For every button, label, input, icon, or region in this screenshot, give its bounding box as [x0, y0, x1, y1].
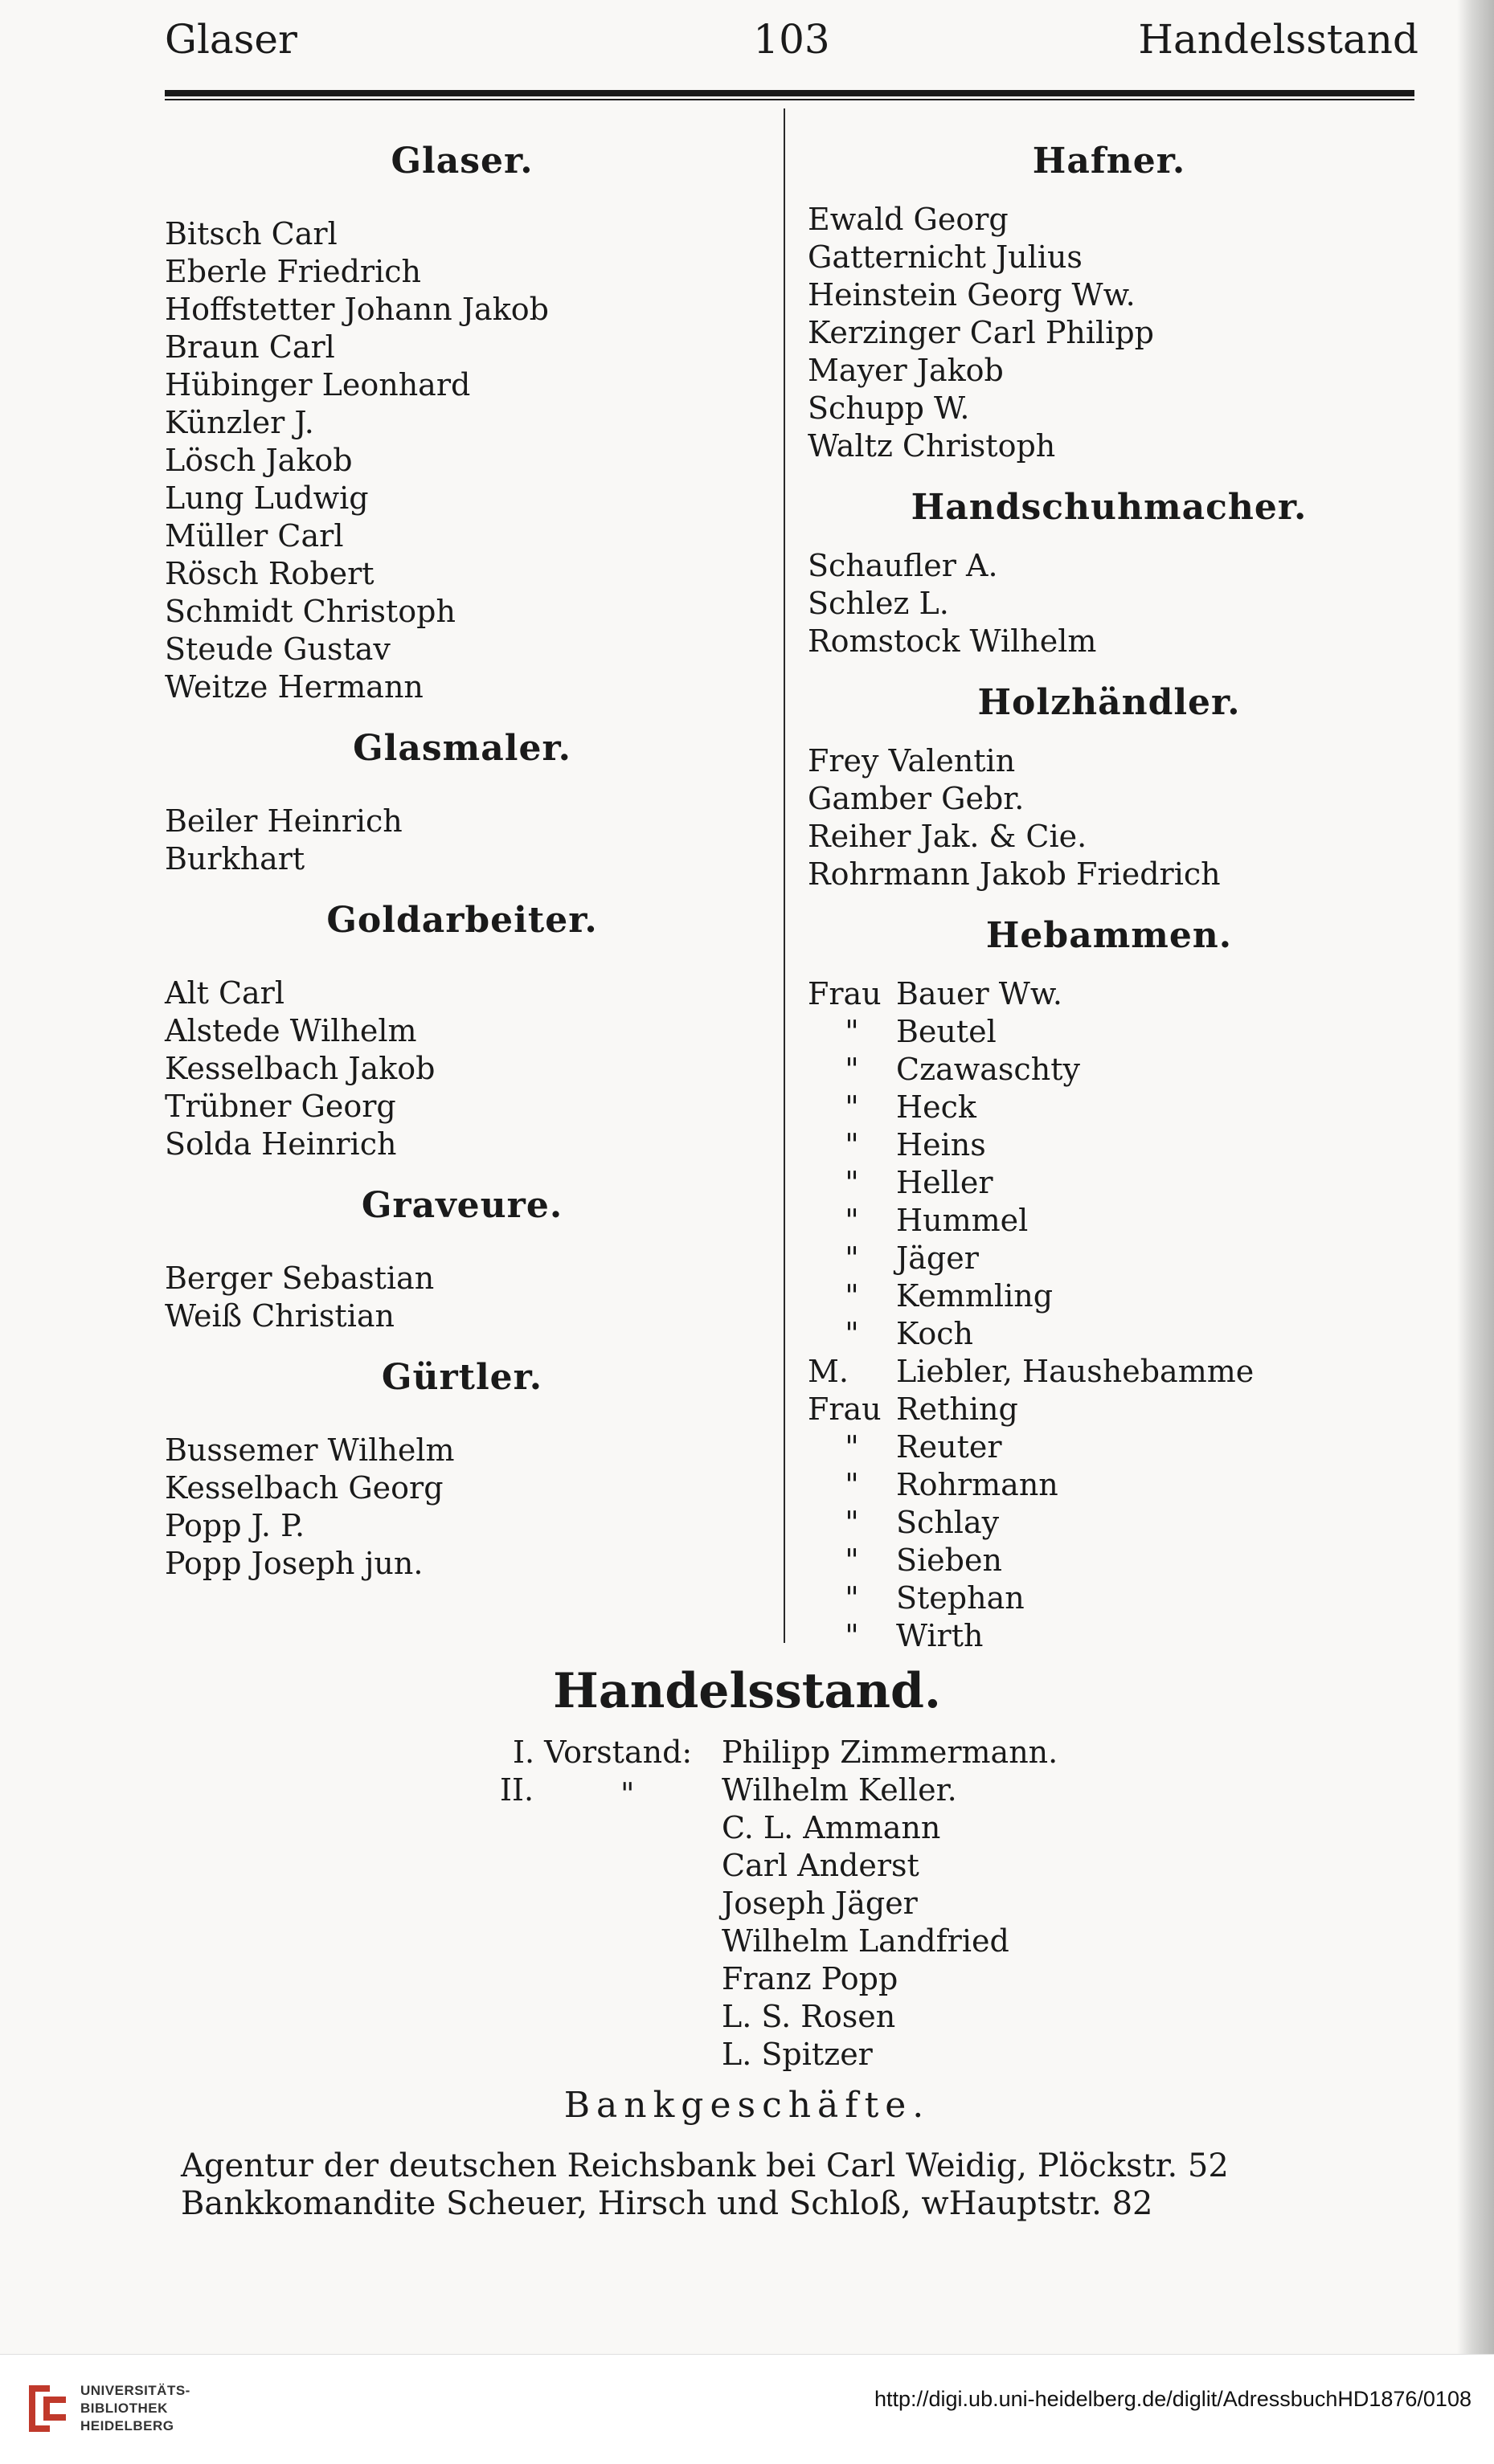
handelsstand-member: Philipp Zimmermann. — [722, 1735, 1058, 1770]
directory-entry — [808, 1089, 1410, 1126]
entry-prefix: Frau — [808, 976, 882, 1011]
directory-entry: Berger Sebastian — [165, 1261, 435, 1296]
directory-entry: Gamber Gebr. — [808, 781, 1025, 816]
directory-entry: Schlez L. — [808, 586, 949, 621]
entry-name: Rohrmann — [896, 1467, 1058, 1502]
entry-prefix: " — [845, 1127, 859, 1163]
header-rule-thin — [165, 99, 1414, 100]
directory-entry — [808, 1466, 1410, 1504]
entry-prefix: " — [845, 1240, 859, 1276]
directory-entry: Bitsch Carl — [165, 216, 338, 251]
directory-entry: Hoffstetter Johann Jakob — [165, 292, 549, 327]
directory-entry: Müller Carl — [165, 518, 344, 554]
logo-line: UNIVERSITÄTS- — [80, 2383, 190, 2398]
directory-entry — [808, 1504, 1410, 1542]
header-page-number: 103 — [753, 16, 830, 63]
directory-entry: Rösch Robert — [165, 556, 375, 591]
bank-title: Bankgeschäfte. — [563, 2085, 931, 2126]
directory-entry: Heinstein Georg Ww. — [808, 277, 1136, 313]
section-title: Holzhändler. — [977, 682, 1241, 723]
column-divider — [784, 108, 785, 1643]
page-edge-shadow — [1457, 0, 1494, 2354]
library-logo-text — [80, 2382, 190, 2435]
directory-entry: Rohrmann Jakob Friedrich — [808, 856, 1221, 892]
directory-entry: Frey Valentin — [808, 743, 1016, 778]
directory-entry: Popp J. P. — [165, 1508, 305, 1543]
directory-entry — [808, 1353, 1410, 1391]
directory-entry: Mayer Jakob — [808, 353, 1004, 388]
directory-entry — [808, 1164, 1410, 1202]
entry-prefix: " — [845, 1203, 859, 1238]
section-title: Graveure. — [361, 1185, 563, 1226]
handelsstand-member: Carl Anderst — [722, 1848, 919, 1883]
directory-entry — [808, 1428, 1410, 1466]
entry-prefix: " — [845, 1316, 859, 1351]
directory-entry: Solda Heinrich — [165, 1126, 397, 1162]
directory-entry: Reiher Jak. & Cie. — [808, 819, 1087, 854]
directory-entry: Beiler Heinrich — [165, 803, 403, 839]
directory-entry: Schmidt Christoph — [165, 594, 456, 629]
directory-entry: Schupp W. — [808, 390, 970, 426]
section-list — [808, 201, 1410, 465]
directory-entry: Lösch Jakob — [165, 443, 353, 478]
directory-entry: Weiß Christian — [165, 1298, 395, 1334]
directory-entry — [808, 1542, 1410, 1579]
section-title: Goldarbeiter. — [326, 900, 598, 941]
entry-prefix: " — [845, 1429, 859, 1465]
right-column — [808, 137, 1410, 1655]
entry-prefix: " — [845, 1543, 859, 1578]
section-list — [808, 547, 1410, 660]
directory-entry: Künzler J. — [165, 405, 314, 440]
handelsstand-title: Handelsstand. — [553, 1663, 941, 1719]
entry-name: Wirth — [896, 1618, 984, 1653]
entry-name: Beutel — [896, 1014, 997, 1049]
entry-name: Heck — [896, 1089, 976, 1125]
entry-name: Heller — [896, 1165, 993, 1200]
directory-entry — [808, 1240, 1410, 1277]
logo-line: BIBLIOTHEK — [80, 2401, 168, 2416]
entry-name: Heins — [896, 1127, 986, 1163]
section-list — [165, 975, 759, 1163]
source-url-link[interactable]: http://digi.ub.uni-heidelberg.de/diglit/AdressbuchHD1876/0108 — [874, 2387, 1471, 2411]
section-title: Handschuhmacher. — [911, 487, 1308, 528]
entry-name: Rething — [896, 1391, 1018, 1427]
directory-entry — [808, 1315, 1410, 1353]
handelsstand-member: Wilhelm Keller. — [722, 1772, 957, 1808]
bank-line: Bankkomandite Scheuer, Hirsch und Schloß, wHauptstr. 82 — [181, 2185, 1153, 2222]
directory-entry — [808, 975, 1410, 1013]
directory-entry — [808, 1202, 1410, 1240]
entry-prefix: " — [845, 1089, 859, 1125]
directory-entry — [808, 1051, 1410, 1089]
library-logo-icon — [23, 2380, 72, 2437]
viewer-footer — [0, 2354, 1494, 2464]
section-list — [165, 803, 759, 878]
header-right-keyword: Handelsstand — [1138, 16, 1418, 63]
entry-name: Koch — [896, 1316, 974, 1351]
directory-entry — [808, 1579, 1410, 1617]
section-title: Hebammen. — [985, 915, 1233, 956]
handelsstand-member: L. Spitzer — [722, 2037, 873, 2072]
entry-name: Bauer Ww. — [896, 976, 1062, 1011]
directory-entry: Romstock Wilhelm — [808, 623, 1097, 659]
directory-entry: Braun Carl — [165, 329, 335, 365]
section-list — [165, 1432, 759, 1583]
directory-entry: Weitze Hermann — [165, 669, 424, 705]
entry-name: Sieben — [896, 1543, 1002, 1578]
directory-entry: Schaufler A. — [808, 548, 998, 583]
directory-entry: Gatternicht Julius — [808, 239, 1083, 275]
entry-name: Stephan — [896, 1580, 1025, 1616]
directory-entry: Alt Carl — [165, 975, 284, 1011]
entry-name: Czawaschty — [896, 1052, 1080, 1087]
entry-name: Kemmling — [896, 1278, 1054, 1314]
entry-name: Schlay — [896, 1505, 1000, 1540]
vorstand-2-ditto: " — [620, 1776, 635, 1812]
entry-prefix: " — [845, 1580, 859, 1616]
directory-entry: Alstede Wilhelm — [165, 1013, 417, 1048]
bank-line: Agentur der deutschen Reichsbank bei Carl Weidig, Plöckstr. 52 — [181, 2147, 1229, 2184]
handelsstand-member: C. L. Ammann — [722, 1810, 941, 1845]
entry-name: Jäger — [896, 1240, 979, 1276]
directory-entry: Trübner Georg — [165, 1089, 396, 1124]
entry-prefix: Frau — [808, 1391, 882, 1427]
header-left-keyword: Glaser — [165, 16, 297, 63]
section-list — [165, 1260, 759, 1335]
directory-entry: Kesselbach Jakob — [165, 1051, 436, 1086]
header-rule-thick — [165, 90, 1414, 96]
directory-entry: Waltz Christoph — [808, 428, 1056, 464]
entry-prefix: M. — [808, 1354, 849, 1389]
handelsstand-member: L. S. Rosen — [722, 1999, 896, 2034]
page-header — [165, 10, 1418, 74]
directory-entry: Kerzinger Carl Philipp — [808, 315, 1155, 350]
entry-name: Liebler, Haushebamme — [896, 1354, 1255, 1389]
entry-prefix: " — [845, 1467, 859, 1502]
handelsstand-member: Franz Popp — [722, 1961, 898, 1996]
hebammen-list — [808, 975, 1410, 1655]
logo-line: HEIDELBERG — [80, 2418, 174, 2433]
entry-prefix: " — [845, 1052, 859, 1087]
entry-prefix: " — [845, 1505, 859, 1540]
section-title: Hafner. — [1032, 141, 1186, 182]
entry-prefix: " — [845, 1014, 859, 1049]
directory-entry: Kesselbach Georg — [165, 1470, 444, 1506]
entry-name: Hummel — [896, 1203, 1029, 1238]
entry-prefix: " — [845, 1278, 859, 1314]
directory-entry — [808, 1013, 1410, 1051]
directory-entry: Bussemer Wilhelm — [165, 1432, 455, 1468]
entry-prefix: " — [845, 1618, 859, 1653]
section-title: Gürtler. — [381, 1357, 543, 1398]
section-list — [808, 742, 1410, 893]
directory-entry: Burkhart — [165, 841, 305, 876]
directory-entry: Steude Gustav — [165, 631, 391, 667]
directory-entry — [808, 1617, 1410, 1655]
entry-prefix: " — [845, 1165, 859, 1200]
handelsstand-member: Joseph Jäger — [722, 1886, 918, 1921]
directory-entry — [808, 1126, 1410, 1164]
section-title: Glasmaler. — [353, 728, 571, 769]
vorstand-2-number: II. — [500, 1772, 534, 1808]
directory-entry: Ewald Georg — [808, 202, 1009, 237]
section-title: Glaser. — [391, 141, 534, 182]
vorstand-1-label: I. Vorstand: — [513, 1735, 693, 1770]
directory-entry — [808, 1277, 1410, 1315]
section-list — [165, 215, 759, 706]
directory-entry — [808, 1391, 1410, 1428]
directory-entry: Popp Joseph jun. — [165, 1546, 424, 1581]
handelsstand-member: Wilhelm Landfried — [722, 1923, 1009, 1959]
left-column — [165, 137, 759, 1583]
directory-entry: Eberle Friedrich — [165, 254, 422, 289]
directory-entry: Lung Ludwig — [165, 480, 369, 516]
directory-entry: Hübinger Leonhard — [165, 367, 471, 402]
entry-name: Reuter — [896, 1429, 1002, 1465]
